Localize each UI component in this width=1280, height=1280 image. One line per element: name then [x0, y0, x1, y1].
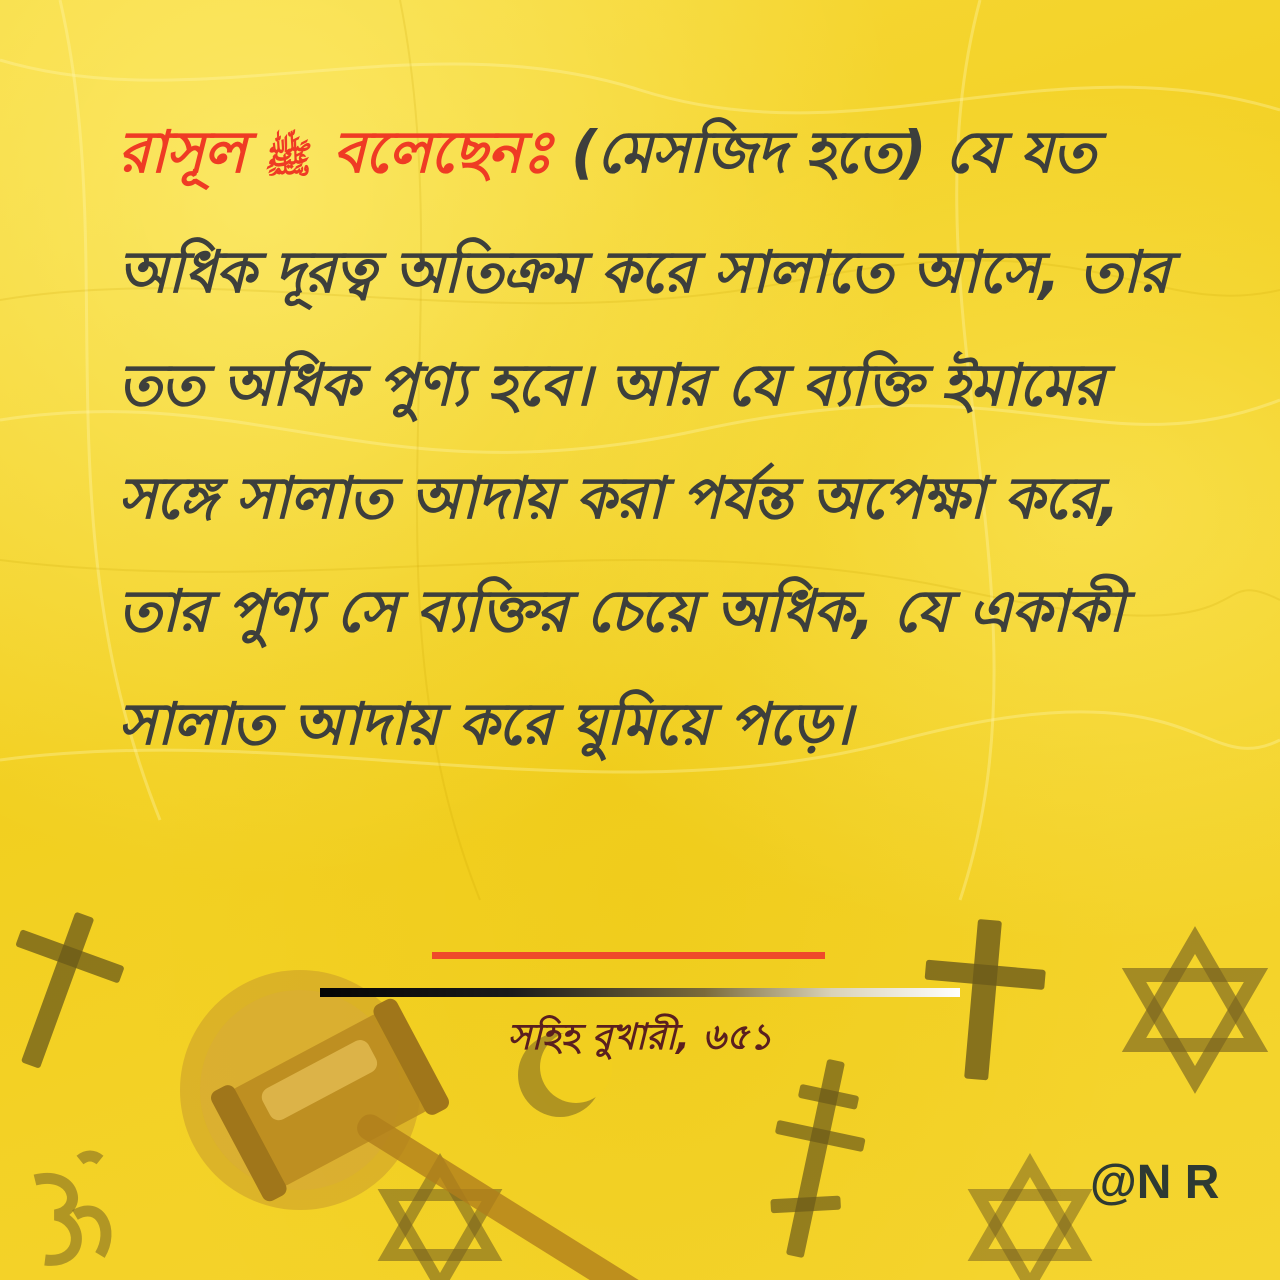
star-of-david-icon: [978, 1165, 1082, 1280]
watermark-handle: @N R: [1090, 1156, 1220, 1209]
salutation-glyph: ﷺ: [264, 136, 313, 182]
source-citation: সহিহ বুখারী, ৬৫১: [507, 1017, 773, 1058]
divider-red: [432, 952, 825, 959]
om-icon: [35, 1156, 106, 1260]
hadith-lead: রাসূল: [118, 118, 246, 186]
hadith-text: [118, 96, 1178, 781]
hadith-said: বলেছেনঃ: [333, 118, 552, 186]
hadith-body: (মেসজিদ হতে) যে যত অধিক দূরত্ব অতিক্রম করে সালাতে আসে, তার তত অধিক পুণ্য হবে। আর যে ব্যক্তি ইমামের সঙ্গে সালাত আদায় করা পর্যন্ত অপেক্ষা করে, তার পুণ্য সে ব্যক্তির চেয়ে অধিক, যে একাকী সালাত আদায় করে ঘুমিয়ে পড়ে।: [118, 118, 1170, 758]
divider-gradient: [320, 988, 960, 997]
patriarchal-cross-icon: [751, 1051, 881, 1265]
